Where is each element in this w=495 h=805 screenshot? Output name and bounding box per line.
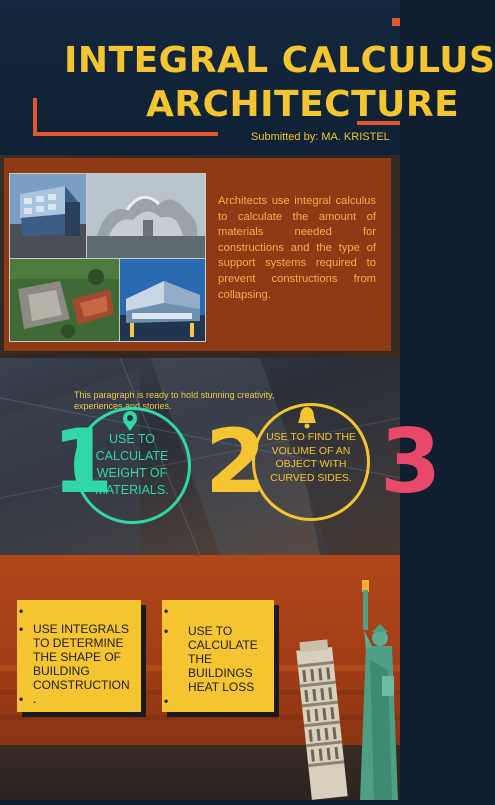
photo-aerial-campus <box>9 258 120 342</box>
materials-description: Architects use integral calculus to calculate the amount of materials needed for constructions and the type of support systems required to prevent constructions from collapsing. <box>218 195 376 301</box>
corner-accent <box>392 18 400 26</box>
note-1-bullet-2: • USE INTEGRALS TO DETERMINE THE SHAPE OF BUILDING CONSTRUCTION <box>17 622 141 692</box>
step-number-1: 1 <box>52 410 114 513</box>
note-2-bullet-2: • USE TO CALCULATE THE BUILDINGS HEAT LOSS <box>162 624 274 694</box>
note-1-list <box>17 600 141 706</box>
bell-icon <box>296 405 318 429</box>
note-1-bullet-1 <box>17 604 141 618</box>
note-2-bullet-3 <box>162 694 274 708</box>
note-card-2 <box>162 600 274 712</box>
bracket-horizontal <box>33 132 218 136</box>
note-card-1 <box>17 600 141 712</box>
photo-curved-museum <box>86 173 206 259</box>
placeholder-paragraph: This paragraph is ready to hold stunning creativity, experiences and stories. <box>74 390 275 411</box>
photo-glass-building <box>9 173 87 259</box>
step-text-1: USE TO CALCULATE WEIGHT OF MATERIALS. <box>95 432 169 497</box>
step-text-2: USE TO FIND THE VOLUME OF AN OBJECT WITH CURVED SIDES. <box>266 431 356 484</box>
title-line-2: ARCHITECTURE <box>146 84 460 125</box>
statue-of-liberty-illustration <box>352 580 400 800</box>
submitted-by: Submitted by: MA. KRISTEL <box>251 131 390 143</box>
photo-glass-prism <box>119 258 206 342</box>
note-2-list <box>162 600 274 708</box>
step-number-2: 2 <box>205 410 267 513</box>
step-number-3: 3 <box>380 410 442 513</box>
bracket-vertical <box>33 98 37 136</box>
pin-icon <box>119 409 141 431</box>
title-line-1: INTEGRAL CALCULUS <box>64 40 495 81</box>
note-1-bullet-3: • . <box>17 692 141 706</box>
note-2-bullet-1 <box>162 604 274 618</box>
